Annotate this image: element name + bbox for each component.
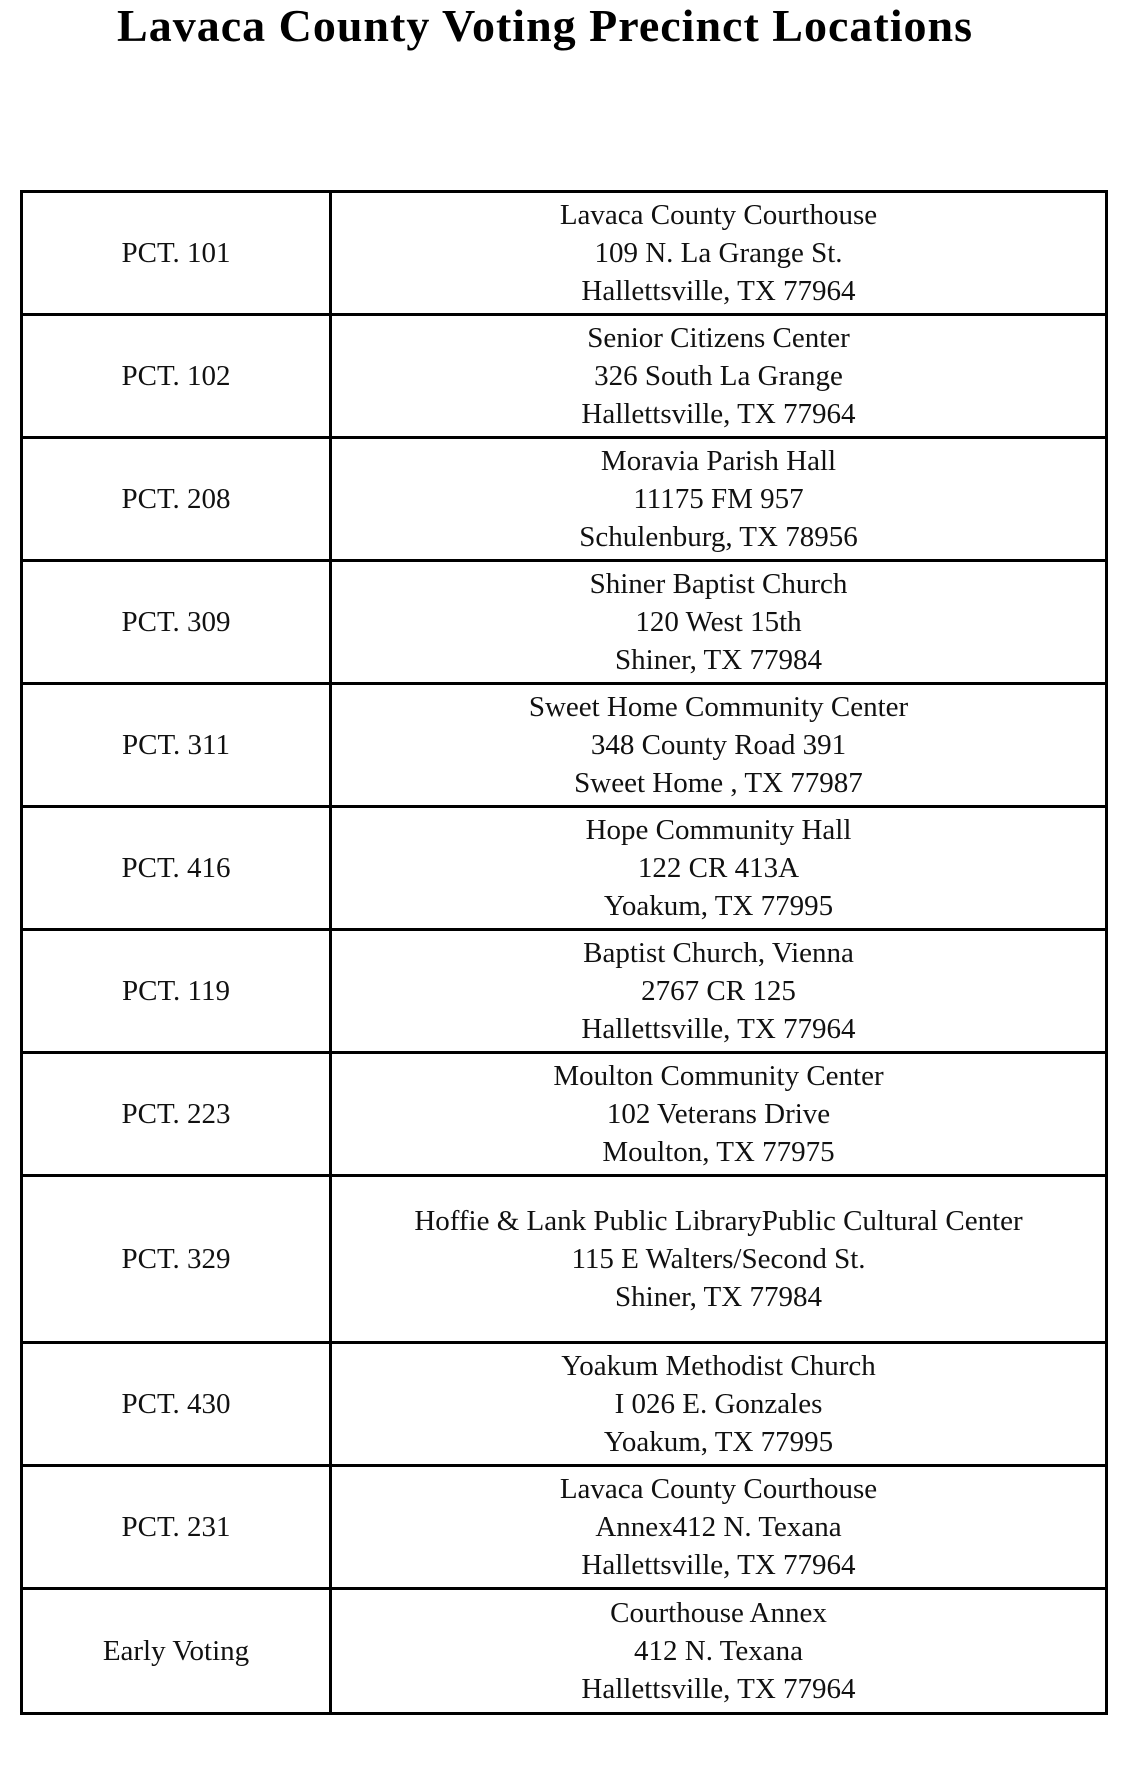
table-row	[22, 1466, 1107, 1589]
location-street: 11175 FM 957	[633, 483, 804, 515]
precinct-label: PCT. 311	[22, 684, 331, 807]
location-cell	[331, 561, 1107, 684]
location-cell	[331, 438, 1107, 561]
table-row	[22, 1343, 1107, 1466]
location-city: Shiner, TX 77984	[615, 1281, 822, 1313]
location-city: Hallettsville, TX 77964	[581, 1549, 856, 1581]
table-row	[22, 561, 1107, 684]
location-cell	[331, 930, 1107, 1053]
location-cell	[331, 192, 1107, 315]
precinct-table	[20, 190, 1108, 1715]
location-cell	[331, 1466, 1107, 1589]
location-name: Hoffie & Lank Public LibraryPublic Cultural Center	[414, 1205, 1023, 1237]
location-name: Sweet Home Community Center	[528, 691, 909, 723]
location-name: Lavaca County Courthouse	[559, 199, 878, 231]
location-street: 2767 CR 125	[641, 975, 796, 1007]
table-row	[22, 192, 1107, 315]
location-name: Courthouse Annex	[610, 1597, 827, 1629]
table-row	[22, 438, 1107, 561]
location-city: Hallettsville, TX 77964	[581, 1013, 856, 1045]
location-name: Lavaca County Courthouse	[559, 1473, 878, 1505]
location-name: Shiner Baptist Church	[589, 568, 848, 600]
location-city: Yoakum, TX 77995	[603, 1426, 834, 1458]
location-cell	[331, 1053, 1107, 1176]
location-city: Schulenburg, TX 78956	[579, 521, 858, 553]
location-cell	[331, 1343, 1107, 1466]
location-street: 326 South La Grange	[594, 360, 843, 392]
table-row	[22, 807, 1107, 930]
location-city: Hallettsville, TX 77964	[581, 275, 856, 307]
location-name: Moulton Community Center	[553, 1060, 884, 1092]
page-title: Lavaca County Voting Precinct Locations	[117, 0, 973, 51]
location-street: 348 County Road 391	[590, 729, 847, 761]
location-cell	[331, 684, 1107, 807]
location-cell	[331, 1176, 1107, 1343]
table-row	[22, 315, 1107, 438]
location-street: 102 Veterans Drive	[606, 1098, 831, 1130]
precinct-label: PCT. 208	[22, 438, 331, 561]
location-street: 122 CR 413A	[637, 852, 800, 884]
location-city: Yoakum, TX 77995	[603, 890, 834, 922]
location-city: Moulton, TX 77975	[602, 1136, 835, 1168]
precinct-label: PCT. 119	[22, 930, 331, 1053]
location-street: Annex412 N. Texana	[595, 1511, 842, 1543]
location-street: 412 N. Texana	[634, 1635, 803, 1667]
table-row	[22, 930, 1107, 1053]
precinct-label: Early Voting	[22, 1589, 331, 1714]
location-name: Hope Community Hall	[585, 814, 852, 846]
table-row	[22, 684, 1107, 807]
location-street: 109 N. La Grange St.	[594, 237, 843, 269]
precinct-label: PCT. 430	[22, 1343, 331, 1466]
precinct-label: PCT. 416	[22, 807, 331, 930]
table-row	[22, 1589, 1107, 1714]
location-name: Baptist Church, Vienna	[583, 937, 854, 969]
location-cell	[331, 807, 1107, 930]
location-street: I 026 E. Gonzales	[614, 1388, 823, 1420]
precinct-label: PCT. 101	[22, 192, 331, 315]
location-name: Moravia Parish Hall	[600, 445, 837, 477]
location-city: Hallettsville, TX 77964	[581, 398, 856, 430]
location-name: Yoakum Methodist Church	[561, 1350, 876, 1382]
location-city: Hallettsville, TX 77964	[581, 1673, 856, 1705]
location-street: 115 E Walters/Second St.	[571, 1243, 866, 1275]
location-cell	[331, 315, 1107, 438]
precinct-label: PCT. 329	[22, 1176, 331, 1343]
location-city: Shiner, TX 77984	[615, 644, 822, 676]
location-street: 120 West 15th	[635, 606, 802, 638]
precinct-label: PCT. 223	[22, 1053, 331, 1176]
precinct-label: PCT. 102	[22, 315, 331, 438]
table-row	[22, 1053, 1107, 1176]
location-city: Sweet Home , TX 77987	[574, 767, 863, 799]
precinct-label: PCT. 309	[22, 561, 331, 684]
location-name: Senior Citizens Center	[587, 322, 850, 354]
location-cell	[331, 1589, 1107, 1714]
table-row	[22, 1176, 1107, 1343]
precinct-label: PCT. 231	[22, 1466, 331, 1589]
